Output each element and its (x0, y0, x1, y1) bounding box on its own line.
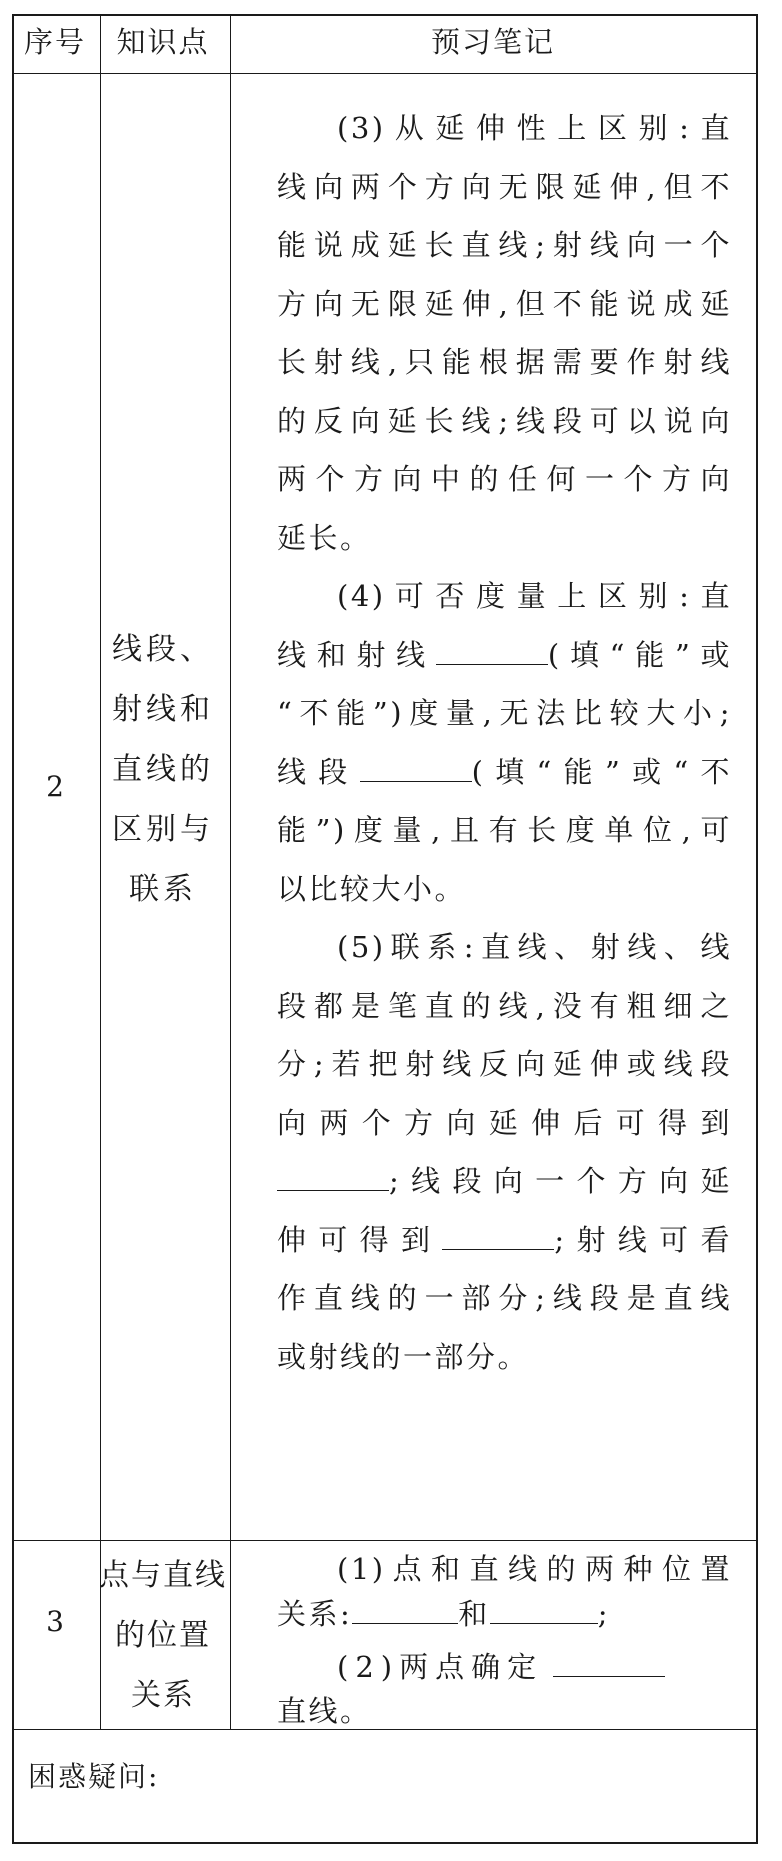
fill-blank[interactable] (352, 1591, 458, 1624)
note-line: 以比较大小。 (277, 871, 467, 906)
note-text: 线和射线 (277, 637, 436, 672)
fill-blank[interactable] (490, 1591, 598, 1624)
row2-topic-line: 线段、 (112, 632, 214, 667)
note-line: 延长。 (277, 520, 372, 555)
fill-blank[interactable] (277, 1158, 389, 1191)
note-text: 和 (458, 1597, 490, 1631)
row2-topic-line: 射线和 (112, 692, 214, 727)
note-line: “不能”)度量,无法比较大小; (277, 696, 732, 730)
row2-topic-line: 直线的 (112, 752, 214, 787)
note-line (277, 1644, 732, 1689)
row2-topic (98, 620, 228, 920)
questions-label: 困惑疑问: (28, 1760, 160, 1793)
fill-blank[interactable] (436, 632, 548, 665)
note-text: (2)两点确定 (337, 1650, 544, 1684)
row3-notes (277, 1547, 732, 1733)
header-divider (14, 73, 756, 74)
note-line: 两个方向中的任何一个方向 (277, 462, 732, 496)
note-line: 长射线,只能根据需要作射线 (277, 345, 732, 379)
note-line (277, 1152, 732, 1211)
row3-topic-line: 关系 (131, 1678, 195, 1713)
note-line: (3)从延伸性上区别:直 (337, 111, 732, 145)
note-line: (5)联系:直线、射线、线 (337, 930, 732, 964)
note-line: 能说成延长直线;射线向一个 (277, 228, 732, 262)
note-line: 或射线的一部分。 (277, 1339, 530, 1374)
note-text: ;线段向一个方向延 (389, 1164, 732, 1198)
note-line: 作直线的一部分;线段是直线 (277, 1281, 732, 1315)
note-text: 关系: (277, 1597, 353, 1631)
header-notes: 预习笔记 (430, 25, 555, 59)
fill-blank[interactable] (553, 1644, 665, 1677)
row2-notes (277, 99, 732, 1386)
row2-topic-line: 联系 (129, 872, 197, 907)
note-text: (填“能”或“不 (471, 754, 732, 789)
note-line: (1)点和直线的两种位置 (337, 1552, 732, 1586)
note-line: 线向两个方向无限延伸,但不 (277, 169, 732, 204)
questions-area[interactable] (30, 1790, 740, 1834)
fill-blank[interactable] (360, 749, 472, 782)
note-line: 段都是笔直的线,没有粗细之 (277, 988, 732, 1023)
note-text: ;射线可看 (554, 1222, 732, 1257)
note-line (277, 743, 732, 802)
note-text: 线段 (277, 754, 360, 789)
note-line: 方向无限延伸,但不能说成延 (277, 286, 732, 321)
note-text: (填“能”或 (547, 637, 732, 672)
row3-index: 3 (46, 1605, 64, 1638)
row2-topic-line: 区别与 (112, 812, 214, 847)
note-line (277, 1211, 732, 1270)
row-divider-2-3 (14, 1540, 756, 1541)
header-index: 序号 (23, 25, 86, 59)
note-text: ; (597, 1597, 611, 1631)
note-line: (4)可否度量上区别:直 (337, 579, 732, 613)
row3-topic (98, 1546, 228, 1726)
header-topic: 知识点 (116, 25, 210, 59)
row3-topic-line: 点与直线 (99, 1558, 227, 1593)
note-line (277, 626, 732, 685)
note-line: 能”)度量,且有长度单位,可 (277, 813, 732, 847)
col-divider-2 (230, 16, 231, 1729)
row2-index: 2 (46, 770, 64, 803)
fill-blank[interactable] (442, 1217, 554, 1250)
row3-topic-line: 的位置 (115, 1618, 211, 1653)
note-line: 直线。 (277, 1694, 372, 1728)
note-line: 向两个方向延伸后可得到 (277, 1105, 732, 1140)
note-line: 分;若把射线反向延伸或线段 (277, 1047, 732, 1081)
note-line: 的反向延长线;线段可以说向 (277, 403, 732, 438)
note-line (277, 1591, 732, 1636)
note-text: 伸可得到 (277, 1222, 443, 1257)
